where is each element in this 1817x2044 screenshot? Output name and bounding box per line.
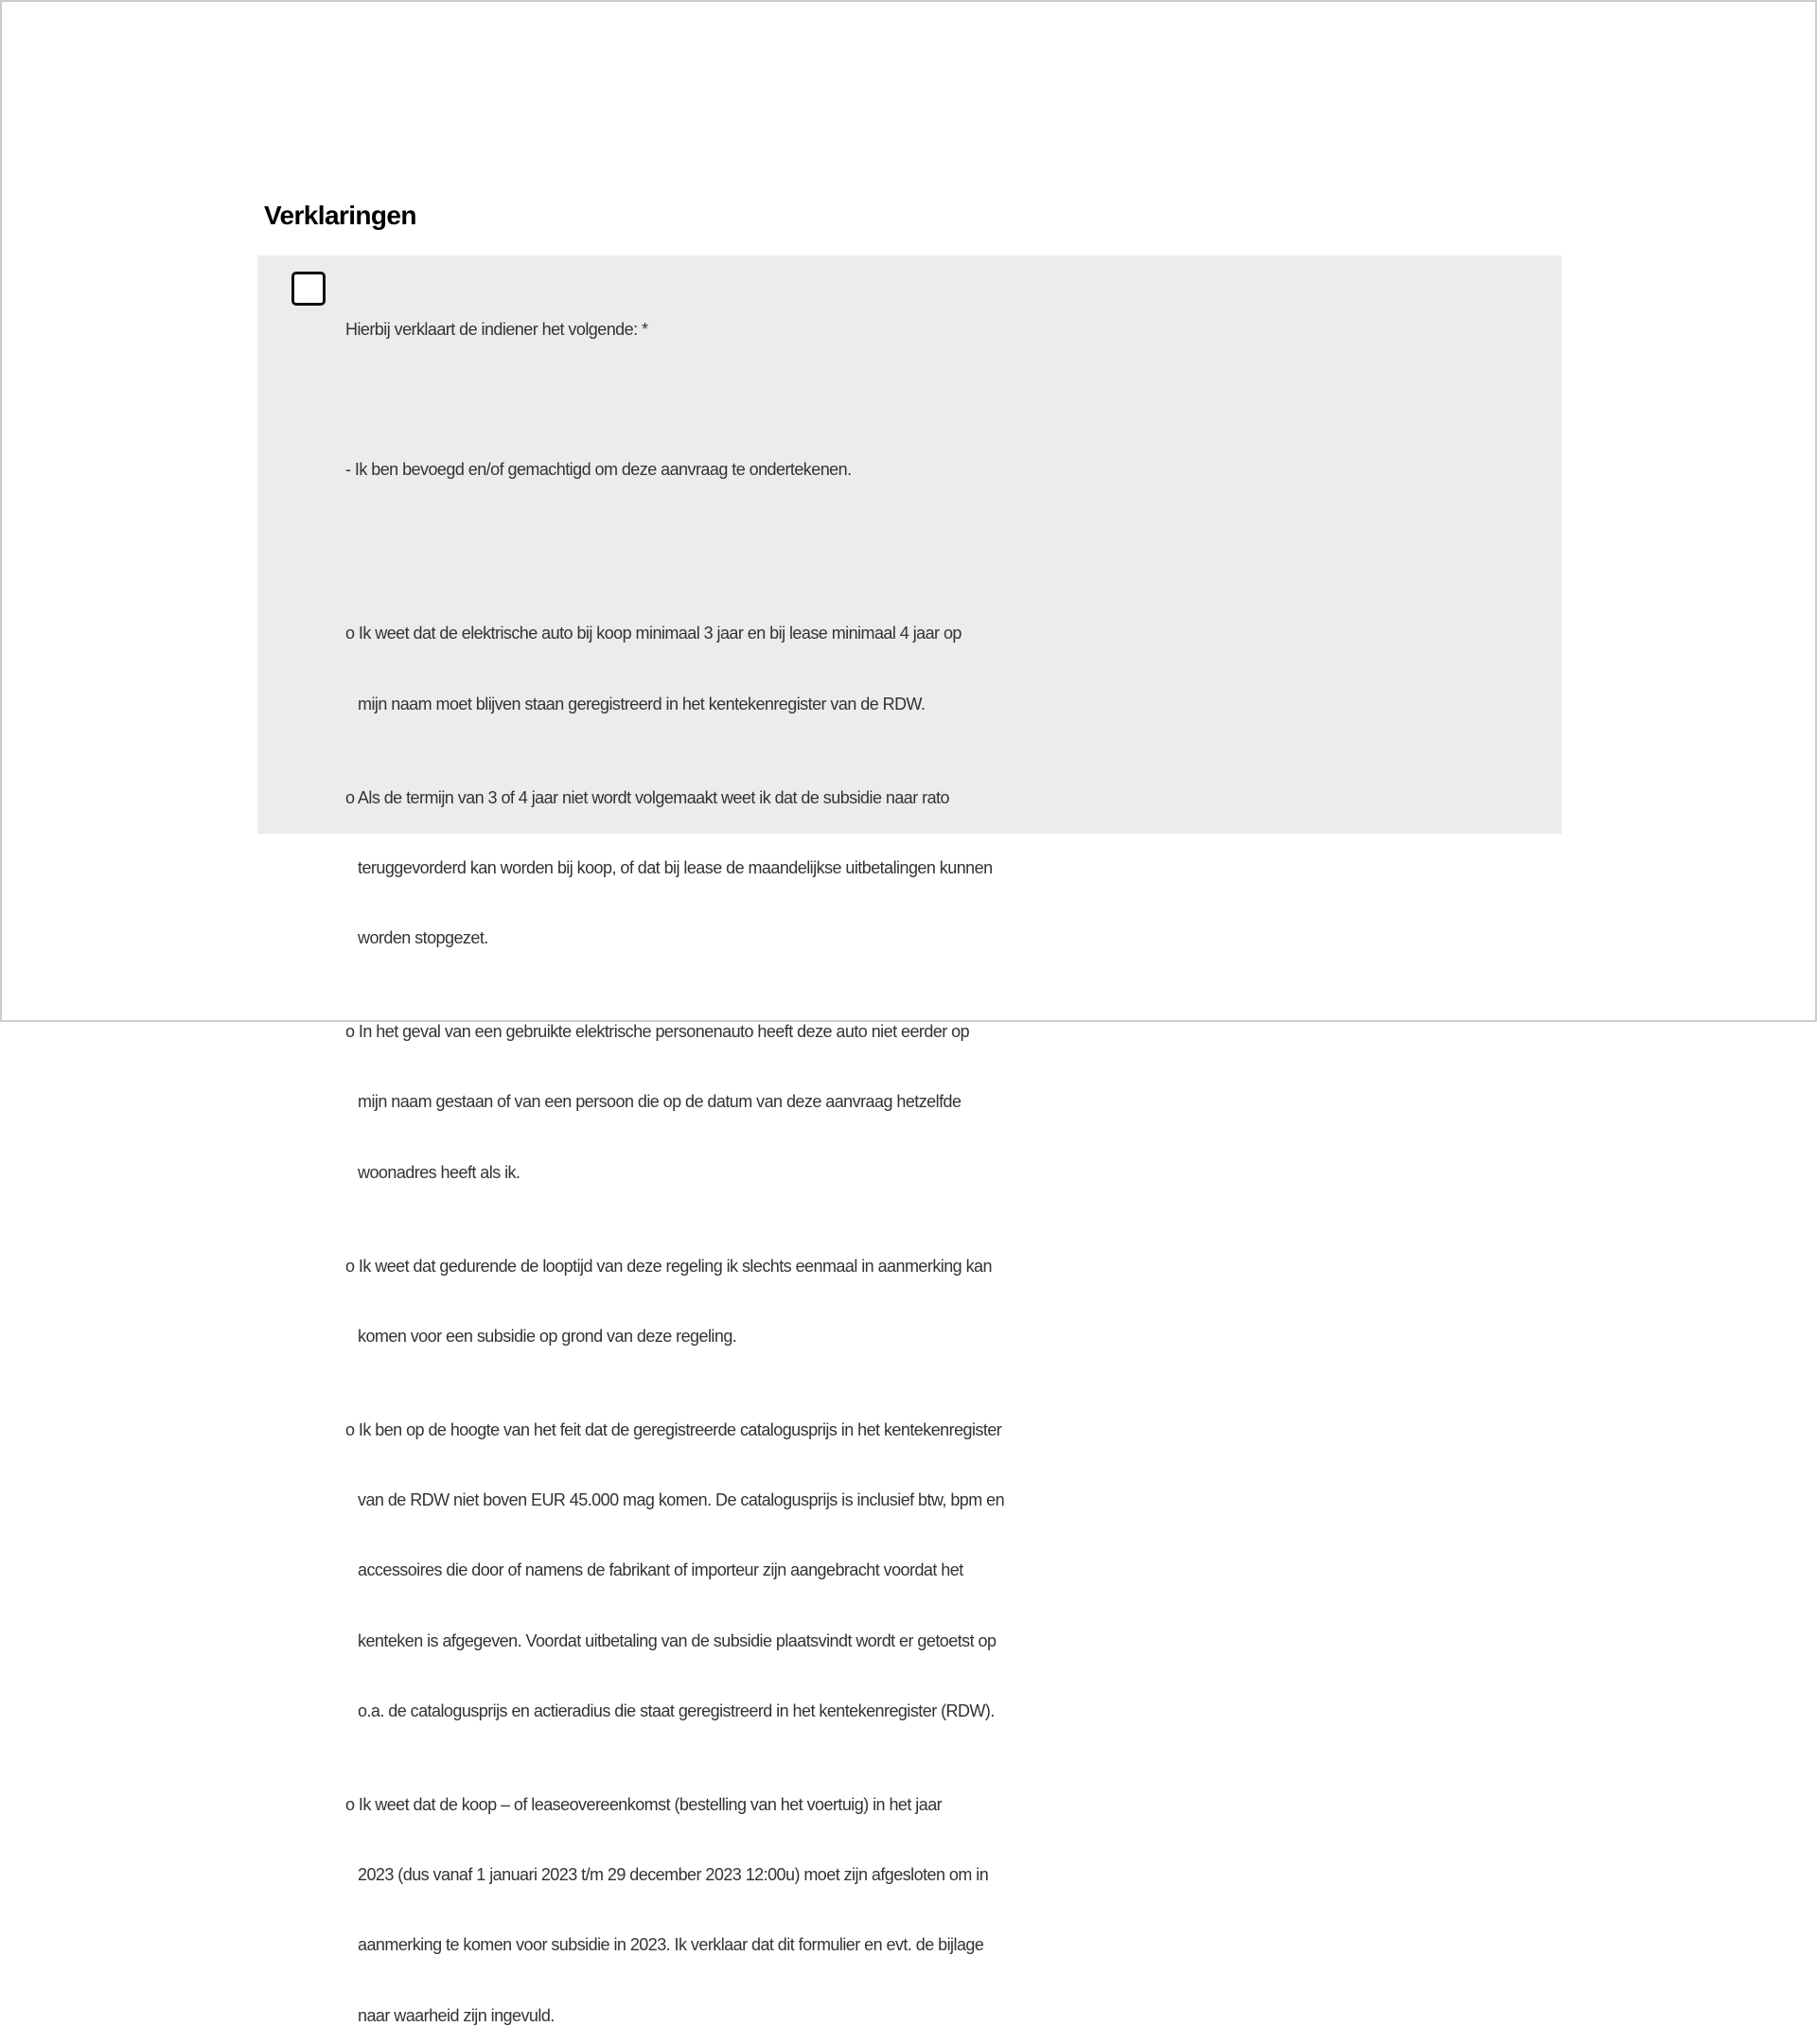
declaration-item-2-line-3: worden stopgezet. [358,928,488,947]
declaration-intro: Hierbij verklaart de indiener het volgende: * [345,319,648,339]
declaration-item-6-line-1: o Ik weet dat de koop – of leaseovereenkomst (bestelling van het voertuig) in het jaar [345,1794,943,1814]
declaration-checkbox[interactable] [291,272,326,306]
declaration-item-2-line-1: o Als de termijn van 3 of 4 jaar niet wordt volgemaakt weet ik dat de subsidie naar rato [345,787,949,807]
declaration-item-2-line-2: teruggevorderd kan worden bij koop, of dat bij lease de maandelijkse uitbetalingen kunnen [358,857,993,877]
blank-line [345,388,1004,412]
declaration-item-3-line-2: mijn naam gestaan of van een persoon die op de datum van deze aanvraag hetzelfde [358,1092,961,1112]
declaration-item-5-line-3: accessoires die door of namens de fabrikant of importeur zijn aangebracht voordat het [358,1560,963,1580]
declaration-item-5-line-1: o Ik ben op de hoogte van het feit dat de geregistreerde catalogusprijs in het kentekenregister [345,1419,1002,1439]
declaration-item-4-line-2: komen voor een subsidie op grond van deze regeling. [358,1326,737,1346]
declaration-item-3-line-3: woonadres heeft als ik. [358,1162,520,1182]
declaration-authority: - Ik ben bevoegd en/of gemachtigd om deze aanvraag te ondertekenen. [345,460,852,479]
declaration-item-1-line-2: mijn naam moet blijven staan geregistreerd in het kentekenregister van de RDW. [358,694,926,714]
declaration-panel [257,256,1561,2025]
declaration-item-6-line-2: 2023 (dus vanaf 1 januari 2023 t/m 29 december 2023 12:00u) moet zijn afgesloten om in [358,1865,989,1884]
declaration-item-4-line-1: o Ik weet dat gedurende de looptijd van deze regeling ik slechts eenmaal in aanmerking kan [345,1256,992,1276]
declaration-label[interactable] [345,271,1004,2044]
blank-line [345,528,1004,552]
declaration-item-1-line-1: o Ik weet dat de elektrische auto bij koop minimaal 3 jaar en bij lease minimaal 4 jaar op [345,624,961,643]
declaration-item-5-line-5: o.a. de catalogusprijs en actieradius die staat geregistreerd in het kentekenregister (RDW). [358,1700,995,1720]
declaration-item-6-line-4: naar waarheid zijn ingevuld. [358,2005,555,2025]
declaration-item-5-line-4: kenteken is afgegeven. Voordat uitbetaling van de subsidie plaatsvindt wordt er getoetst op [358,1630,997,1650]
declaration-item-6-line-3: aanmerking te komen voor subsidie in 2023. Ik verklaar dat dit formulier en evt. de bijlage [358,1935,984,1955]
section-title: Verklaringen [264,201,416,230]
declaration-item-3-line-1: o In het geval van een gebruikte elektrische personenauto heeft deze auto niet eerder op [345,1022,970,1041]
declaration-item-5-line-2: van de RDW niet boven EUR 45.000 mag komen. De catalogusprijs is inclusief btw, bpm en [358,1490,1005,1509]
